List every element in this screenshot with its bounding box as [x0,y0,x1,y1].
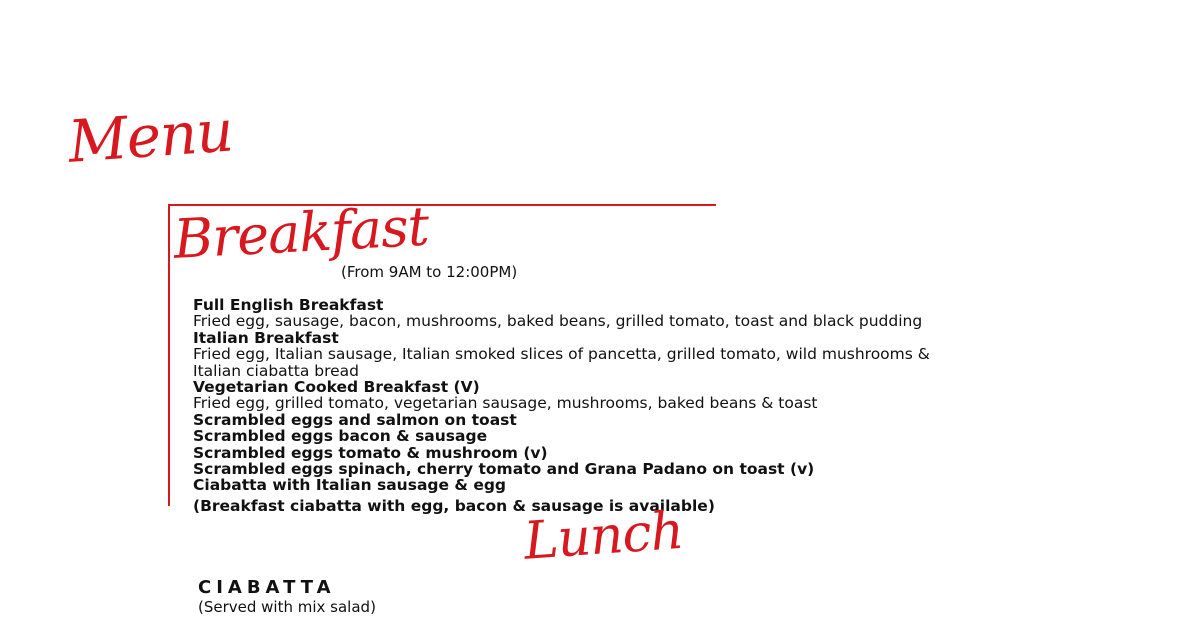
lunch-title: Lunch [522,500,685,572]
menu-line: Vegetarian Cooked Breakfast (V) [193,378,480,397]
menu-line: Fried egg, Italian sausage, Italian smoked slices of pancetta, grilled tomato, wild mushrooms & [193,345,930,364]
breakfast-note: (Breakfast ciabatta with egg, bacon & sausage is available) [193,497,715,515]
menu-line: Full English Breakfast [193,296,384,314]
menu-line: Scrambled eggs spinach, cherry tomato and Grana Padano on toast (v) [193,460,815,479]
menu-line: Fried egg, sausage, bacon, mushrooms, baked beans, grilled tomato, toast and black pudding [193,312,923,331]
menu-line: Italian ciabatta bread [193,361,359,380]
menu-line: Italian Breakfast [193,328,339,347]
breakfast-title: Breakfast [172,194,430,271]
menu-title: Menu [66,96,235,176]
menu-line: Scrambled eggs bacon & sausage [193,427,488,446]
menu-line: Scrambled eggs tomato & mushroom (v) [193,443,548,462]
menu-line: Ciabatta with Italian sausage & egg [193,476,507,495]
ciabatta-subtitle: (Served with mix salad) [198,598,376,616]
breakfast-frame-left-rule [168,204,170,506]
ciabatta-heading: CIABATTA [198,577,336,598]
breakfast-item-list [193,297,1013,494]
menu-line: Fried egg, grilled tomato, vegetarian sausage, mushrooms, baked beans & toast [193,394,818,413]
breakfast-hours: (From 9AM to 12:00PM) [341,263,518,281]
menu-line: Scrambled eggs and salmon on toast [193,410,517,429]
